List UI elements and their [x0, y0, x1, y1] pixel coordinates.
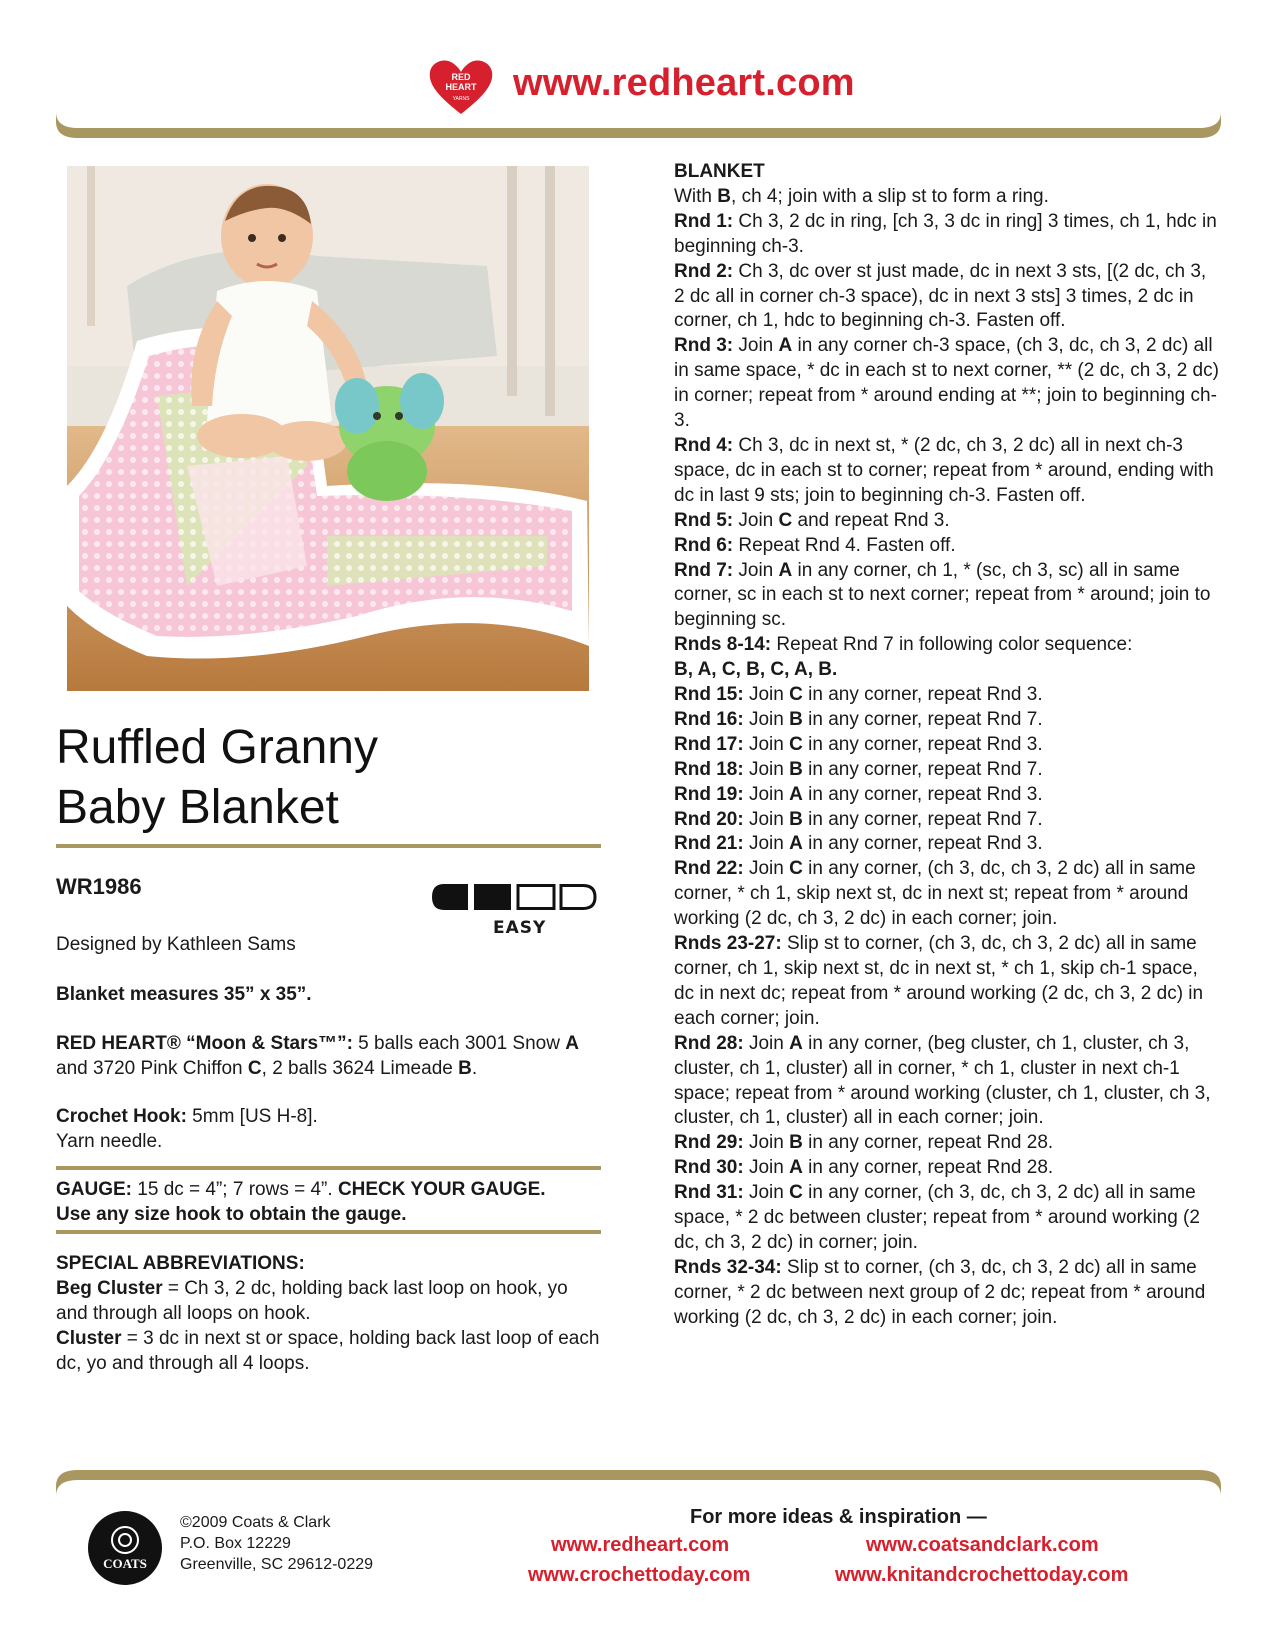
- round-label: Rnd 6:: [674, 534, 734, 556]
- color-code: C: [789, 858, 803, 880]
- color-code: B: [789, 1132, 803, 1154]
- round-label: Rnd 17:: [674, 733, 744, 755]
- page-title: [56, 718, 378, 838]
- yarn-text: .: [471, 1058, 478, 1079]
- needle-text: Yarn needle.: [56, 1131, 163, 1152]
- round-label: Rnd 29:: [674, 1132, 744, 1154]
- baby-blanket-photo: [67, 166, 589, 691]
- divider: [56, 1230, 601, 1234]
- round-label: Rnd 18:: [674, 758, 744, 780]
- title-line-2: Baby Blanket: [56, 781, 339, 834]
- round-label: Rnds 8-14:: [674, 634, 772, 656]
- color-code: A: [778, 335, 793, 357]
- special-abbreviations: [56, 1251, 601, 1376]
- color-sequence: B, A, C, B, C, A, B.: [674, 659, 838, 681]
- instruction-text: in any corner, repeat Rnd 28.: [802, 1132, 1054, 1154]
- instruction-text: Join: [743, 783, 790, 805]
- instruction-text: Join: [733, 335, 779, 357]
- yarn-text: and 3720 Pink Chiffon: [56, 1058, 248, 1079]
- instruction-text: Join: [743, 733, 790, 755]
- footer-link-redheart[interactable]: www.redheart.com: [551, 1534, 730, 1556]
- skill-level-bars-icon: [428, 880, 600, 914]
- abbr-term: Cluster: [56, 1328, 122, 1349]
- blanket-measures: Blanket measures 35” x 35”.: [56, 984, 312, 1005]
- round-label: Rnd 20:: [674, 808, 744, 830]
- round-label: Rnd 21:: [674, 833, 744, 855]
- instruction-text: in any corner, repeat Rnd 3.: [802, 833, 1043, 855]
- color-code: A: [789, 833, 803, 855]
- instruction-text: Join: [733, 509, 779, 531]
- footer-link-crochettoday[interactable]: www.crochettoday.com: [528, 1564, 751, 1586]
- hook-text: 5mm [US H-8].: [186, 1106, 318, 1127]
- color-code: A: [789, 1157, 803, 1179]
- instruction-text: Slip st to corner, (ch 3, dc, ch 3, 2 dc) all in same corner, ch 1, skip next st, dc in next st, * ch 1, skip ch-1 space, dc in next dc; repeat from * around working (2 dc, ch 3, 2 dc) in each corner; join.: [674, 933, 1204, 1029]
- round-label: Rnds 32-34:: [674, 1256, 782, 1278]
- round-label: Rnd 22:: [674, 858, 744, 880]
- instruction-text: in any corner, repeat Rnd 28.: [802, 1157, 1054, 1179]
- footer-link-knitandcrochettoday[interactable]: www.knitandcrochettoday.com: [835, 1564, 1129, 1586]
- instruction-text: Join: [743, 1182, 790, 1204]
- color-code: B: [789, 758, 803, 780]
- instruction-text: in any corner, repeat Rnd 7.: [802, 758, 1043, 780]
- instruction-text: Join: [743, 1032, 790, 1054]
- coats-logo-text: COATS: [103, 1556, 147, 1571]
- color-code: C: [789, 1182, 803, 1204]
- more-ideas-heading: For more ideas & inspiration —: [690, 1506, 987, 1528]
- yarn-text: 5 balls each 3001 Snow: [352, 1033, 566, 1054]
- gauge-label: GAUGE:: [56, 1179, 132, 1200]
- color-code: A: [778, 559, 793, 581]
- instruction-text: in any corner, repeat Rnd 3.: [802, 733, 1043, 755]
- round-label: Rnd 5:: [674, 509, 734, 531]
- color-code: B: [789, 808, 803, 830]
- round-label: Rnds 23-27:: [674, 933, 782, 955]
- abbr-definition: = 3 dc in next st or space, holding back last loop of each dc, yo and through all 4 loops.: [56, 1328, 600, 1374]
- yarn-label: RED HEART® “Moon & Stars™”:: [56, 1033, 353, 1054]
- round-label: Rnd 4:: [674, 434, 734, 456]
- footer-band: [56, 1470, 1221, 1496]
- instruction-text: in any corner, (beg cluster, ch 1, cluster, ch 3, cluster, ch 1, cluster) all in corner, * ch 1, cluster in next ch-1 space; repeat from * around working (cluster, ch 1, cluster, ch 3, cluster, ch 1, cluster) all in each corner; join.: [674, 1032, 1211, 1129]
- round-label: Rnd 15:: [674, 684, 744, 706]
- pattern-number: WR1986: [56, 874, 142, 899]
- instruction-text: in any corner, repeat Rnd 3.: [802, 783, 1043, 805]
- instruction-text: Join: [743, 808, 790, 830]
- color-code: B: [789, 708, 803, 730]
- color-code: B: [458, 1058, 472, 1079]
- color-code: A: [565, 1033, 579, 1054]
- blanket-instructions: [674, 160, 1222, 1331]
- instruction-text: and repeat Rnd 3.: [792, 509, 950, 531]
- instruction-text: Join: [743, 833, 790, 855]
- header-band: [56, 112, 1221, 138]
- instruction-text: in any corner, (ch 3, dc, ch 3, 2 dc) all in same corner, * ch 1, skip next st, dc in next st; repeat from * around working (2 dc, ch 3, 2 dc) in each corner; join.: [674, 858, 1196, 930]
- gauge-text: 15 dc = 4”; 7 rows = 4”.: [132, 1179, 338, 1200]
- header-url-link[interactable]: www.redheart.com: [513, 62, 855, 104]
- round-label: Rnd 30:: [674, 1157, 744, 1179]
- yarn-text: , 2 balls 3624 Limeade: [261, 1058, 459, 1079]
- company-address: [180, 1512, 373, 1575]
- color-code: C: [789, 733, 803, 755]
- address-line: P.O. Box 12229: [180, 1535, 291, 1552]
- skill-level-label: EASY: [493, 918, 547, 938]
- gauge-info: [56, 1177, 556, 1227]
- round-label: Rnd 31:: [674, 1182, 744, 1204]
- logo-word-red: RED: [451, 72, 471, 82]
- instruction-text: in any corner, (ch 3, dc, ch 3, 2 dc) all in same space, * 2 dc between cluster; repeat from * around working (2 dc, ch 3, 2 dc) in corner; join.: [674, 1182, 1200, 1253]
- instruction-text: in any corner, repeat Rnd 3.: [802, 684, 1043, 706]
- red-heart-logo: [428, 58, 494, 116]
- instruction-text: Join: [743, 1157, 790, 1179]
- instruction-text: With: [674, 185, 718, 207]
- instruction-text: in any corner, ch 1, * (sc, ch 3, sc) all in same corner, sc in each st to next corner; repeat from * around; join to beginning sc.: [674, 559, 1211, 631]
- logo-word-yarns: YARNS: [452, 96, 470, 102]
- title-line-1: Ruffled Granny: [56, 721, 378, 774]
- logo-word-heart: HEART: [445, 82, 477, 92]
- abbr-term: Beg Cluster: [56, 1278, 163, 1299]
- round-label: Rnd 1:: [674, 210, 734, 232]
- instruction-text: Ch 3, dc in next st, * (2 dc, ch 3, 2 dc) all in next ch-3 space, dc in each st to corner; repeat from * around, ending with dc in last 9 sts; join to beginning ch-3. Fasten off.: [674, 434, 1214, 506]
- color-code: C: [789, 684, 803, 706]
- instruction-text: Join: [743, 684, 790, 706]
- color-code: A: [789, 783, 803, 805]
- designer-credit: Designed by Kathleen Sams: [56, 934, 296, 955]
- instruction-text: Join: [743, 1132, 790, 1154]
- color-code: A: [789, 1032, 803, 1054]
- yarn-info: [56, 1031, 601, 1081]
- instruction-text: in any corner, repeat Rnd 7.: [802, 808, 1043, 830]
- divider: [56, 1166, 601, 1170]
- gauge-check: CHECK YOUR GAUGE. Use any size hook to obtain the gauge.: [56, 1179, 546, 1225]
- abbr-definition: = Ch 3, 2 dc, holding back last loop on hook, yo and through all loops on hook.: [56, 1278, 568, 1324]
- instruction-text: Join: [743, 708, 790, 730]
- hook-label: Crochet Hook:: [56, 1106, 187, 1127]
- round-label: Rnd 2:: [674, 260, 734, 282]
- instruction-text: Ch 3, dc over st just made, dc in next 3 sts, [(2 dc, ch 3, 2 dc all in corner ch-3 space), dc in next 3 sts] 3 times, 2 dc in corner, ch 1, hdc to beginning ch-3. Fasten off.: [674, 260, 1207, 332]
- color-code: C: [778, 509, 793, 531]
- instruction-text: Slip st to corner, (ch 3, dc, ch 3, 2 dc) all in same corner, * 2 dc between next group of 2 dc; repeat from * around working (2 dc, ch 3, 2 dc) in each corner; join.: [674, 1256, 1206, 1328]
- instruction-text: in any corner ch-3 space, (ch 3, dc, ch 3, 2 dc) all in same space, * dc in each st to next corner, ** (2 dc, ch 3, 2 dc) in corner; repeat from * around ending at **; join to beginning ch-3.: [674, 335, 1219, 432]
- address-line: Greenville, SC 29612-0229: [180, 1556, 374, 1573]
- instruction-text: Repeat Rnd 4. Fasten off.: [733, 534, 956, 556]
- instruction-text: Repeat Rnd 7 in following color sequence:: [771, 634, 1133, 656]
- section-heading: BLANKET: [674, 161, 765, 182]
- instruction-text: Join: [743, 858, 790, 880]
- color-code: C: [247, 1058, 262, 1079]
- instruction-text: in any corner, repeat Rnd 7.: [802, 708, 1043, 730]
- abbr-heading: SPECIAL ABBREVIATIONS:: [56, 1253, 305, 1274]
- instruction-text: Ch 3, 2 dc in ring, [ch 3, 3 dc in ring] 3 times, ch 1, hdc in beginning ch-3.: [674, 210, 1217, 257]
- round-label: Rnd 19:: [674, 783, 744, 805]
- color-code: B: [717, 185, 732, 207]
- footer-link-coatsandclark[interactable]: www.coatsandclark.com: [866, 1534, 1099, 1556]
- divider: [56, 844, 601, 848]
- skill-level-badge: [428, 880, 600, 938]
- instruction-text: Join: [743, 758, 790, 780]
- round-label: Rnd 28:: [674, 1032, 744, 1054]
- round-label: Rnd 3:: [674, 335, 734, 357]
- round-label: Rnd 7:: [674, 559, 734, 581]
- address-line: ©2009 Coats & Clark: [180, 1514, 331, 1531]
- coats-logo: [87, 1510, 163, 1586]
- round-label: Rnd 16:: [674, 708, 744, 730]
- instruction-text: , ch 4; join with a slip st to form a ring.: [731, 185, 1049, 207]
- hook-info: [56, 1104, 601, 1154]
- instruction-text: Join: [733, 559, 779, 581]
